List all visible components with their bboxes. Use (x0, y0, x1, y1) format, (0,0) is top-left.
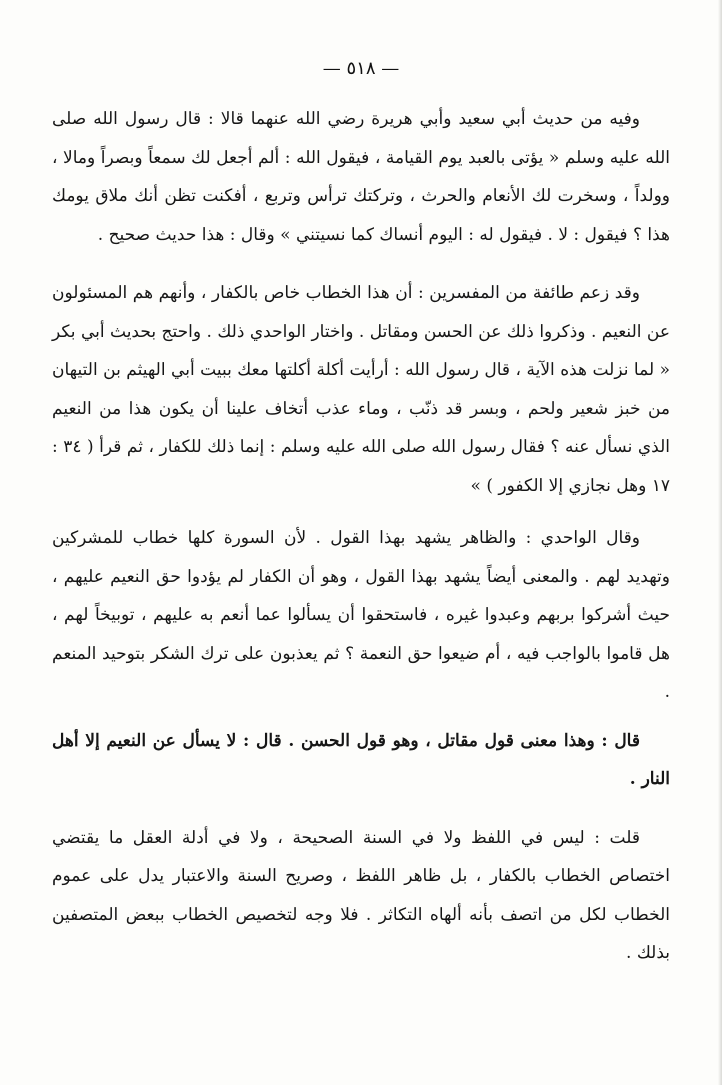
paragraph-wahidi-opinion: وقال الواحدي : والظاهر يشهد بهذا القول . لأن السورة كلها خطاب للمشركين وتهديد لهم . والمعنى أيضاً يشهد بهذا القول ، وهو أن الكفار لم يؤدوا حق النعيم عليهم ، حيث أشركوا بربهم وعبدوا غيره ، فاستحقوا أن يسألوا عما أنعم به عليهم ، توبيخاً لهم ، هل قاموا بالواجب فيه ، أم ضيعوا حق النعمة ؟ ثم يعذبون على ترك الشكر بتوحيد المنعم . (52, 528, 670, 702)
page-body (52, 100, 670, 973)
scan-edge-shadow (718, 0, 722, 1085)
paragraph-hadith-abu-said: وفيه من حديث أبي سعيد وأبي هريرة رضي الله عنهما قالا : قال رسول الله صلى الله عليه وسلم « يؤتى بالعبد يوم القيامة ، فيقول الله : ألم أجعل لك سمعاً وبصراً ومالا ، وولداً ، وسخرت لك الأنعام والحرث ، وتركتك ترأس وتربع ، أفكنت تظن أنك ملاق يومك هذا ؟ فيقول : لا . فيقول له : اليوم أنساك كما نسيتني » وقال : هذا حديث صحيح . (52, 109, 670, 245)
page-number: — ٥١٨ — (322, 58, 400, 79)
paragraph-author-response: قلت : ليس في اللفظ ولا في السنة الصحيحة ، ولا في أدلة العقل ما يقتضي اختصاص الخطاب بالكفار ، بل ظاهر اللفظ ، وصريح السنة والاعتبار يدل على عموم الخطاب لكل من اتصف بأنه ألهاه التكاثر . فلا وجه لتخصيص الخطاب ببعض المتصفين بذلك . (52, 827, 670, 963)
paragraph-muqatil-hasan: قال : وهذا معنى قول مقاتل ، وهو قول الحسن . قال : لا يسأل عن النعيم إلا أهل النار . (52, 730, 670, 789)
paragraph-mufassirin-claim: وقد زعم طائفة من المفسرين : أن هذا الخطاب خاص بالكفار ، وأنهم هم المسئولون عن النعيم . وذكروا ذلك عن الحسن ومقاتل . واختار الواحدي ذلك . واحتج بحديث أبي بكر « لما نزلت هذه الآية ، قال رسول الله : أرأيت أكلة أكلتها معك ببيت أبي الهيثم بن التيهان من خبز شعير ولحم ، وبسر قد ذنّب ، وماء عذب أتخاف علينا أن يكون هذا من النعيم الذي نسأل عنه ؟ فقال رسول الله صلى الله عليه وسلم : إنما ذلك للكفار ، ثم قرأ ( ٣٤ : ١٧ وهل نجازي إلا الكفور ) » (52, 283, 670, 496)
